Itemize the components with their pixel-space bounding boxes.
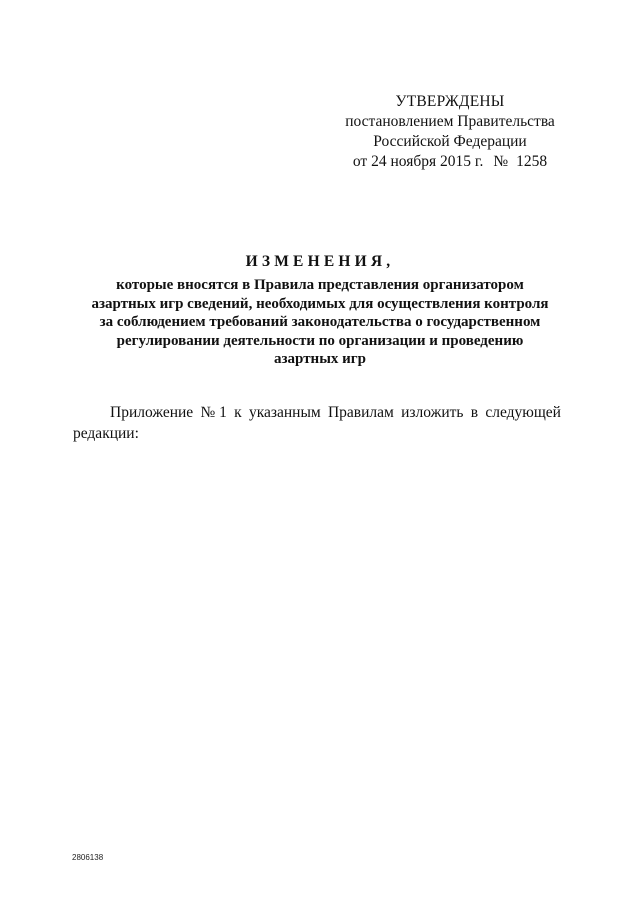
approval-number: 1258 <box>516 153 548 170</box>
approval-block <box>330 92 570 172</box>
subtitle-line: азартных игр <box>274 351 366 367</box>
body-paragraph <box>73 402 561 444</box>
footer-document-code: 2806138 <box>72 853 104 862</box>
approval-date: от 24 ноября 2015 г. <box>352 153 484 170</box>
document-subtitle <box>60 276 580 369</box>
approval-line-1: постановлением Правительства <box>345 113 555 130</box>
body-line-1 <box>73 402 561 423</box>
body-word: Приложение <box>110 404 194 421</box>
approval-date-line <box>330 152 570 172</box>
body-word: в <box>470 404 479 421</box>
subtitle-line: которые вносятся в Правила представления организатором <box>116 277 524 293</box>
approval-title: УТВЕРЖДЕНЫ <box>395 93 505 110</box>
subtitle-line: за соблюдением требований законодательства о государственном <box>99 314 541 330</box>
body-word: к <box>234 404 242 421</box>
subtitle-line: регулировании деятельности по организации и проведению <box>116 332 524 349</box>
body-word: № 1 <box>200 404 227 421</box>
approval-number-sign: № <box>493 153 509 170</box>
body-word: указанным <box>248 404 321 421</box>
body-word: Правилам <box>327 404 394 421</box>
body-line-2: редакции: <box>73 425 139 442</box>
body-word: следующей <box>485 404 561 421</box>
body-word: изложить <box>401 404 464 421</box>
approval-line-2: Российской Федерации <box>373 133 527 150</box>
document-title: ИЗМЕНЕНИЯ, <box>245 253 395 270</box>
subtitle-line: азартных игр сведений, необходимых для осуществления контроля <box>91 295 549 312</box>
